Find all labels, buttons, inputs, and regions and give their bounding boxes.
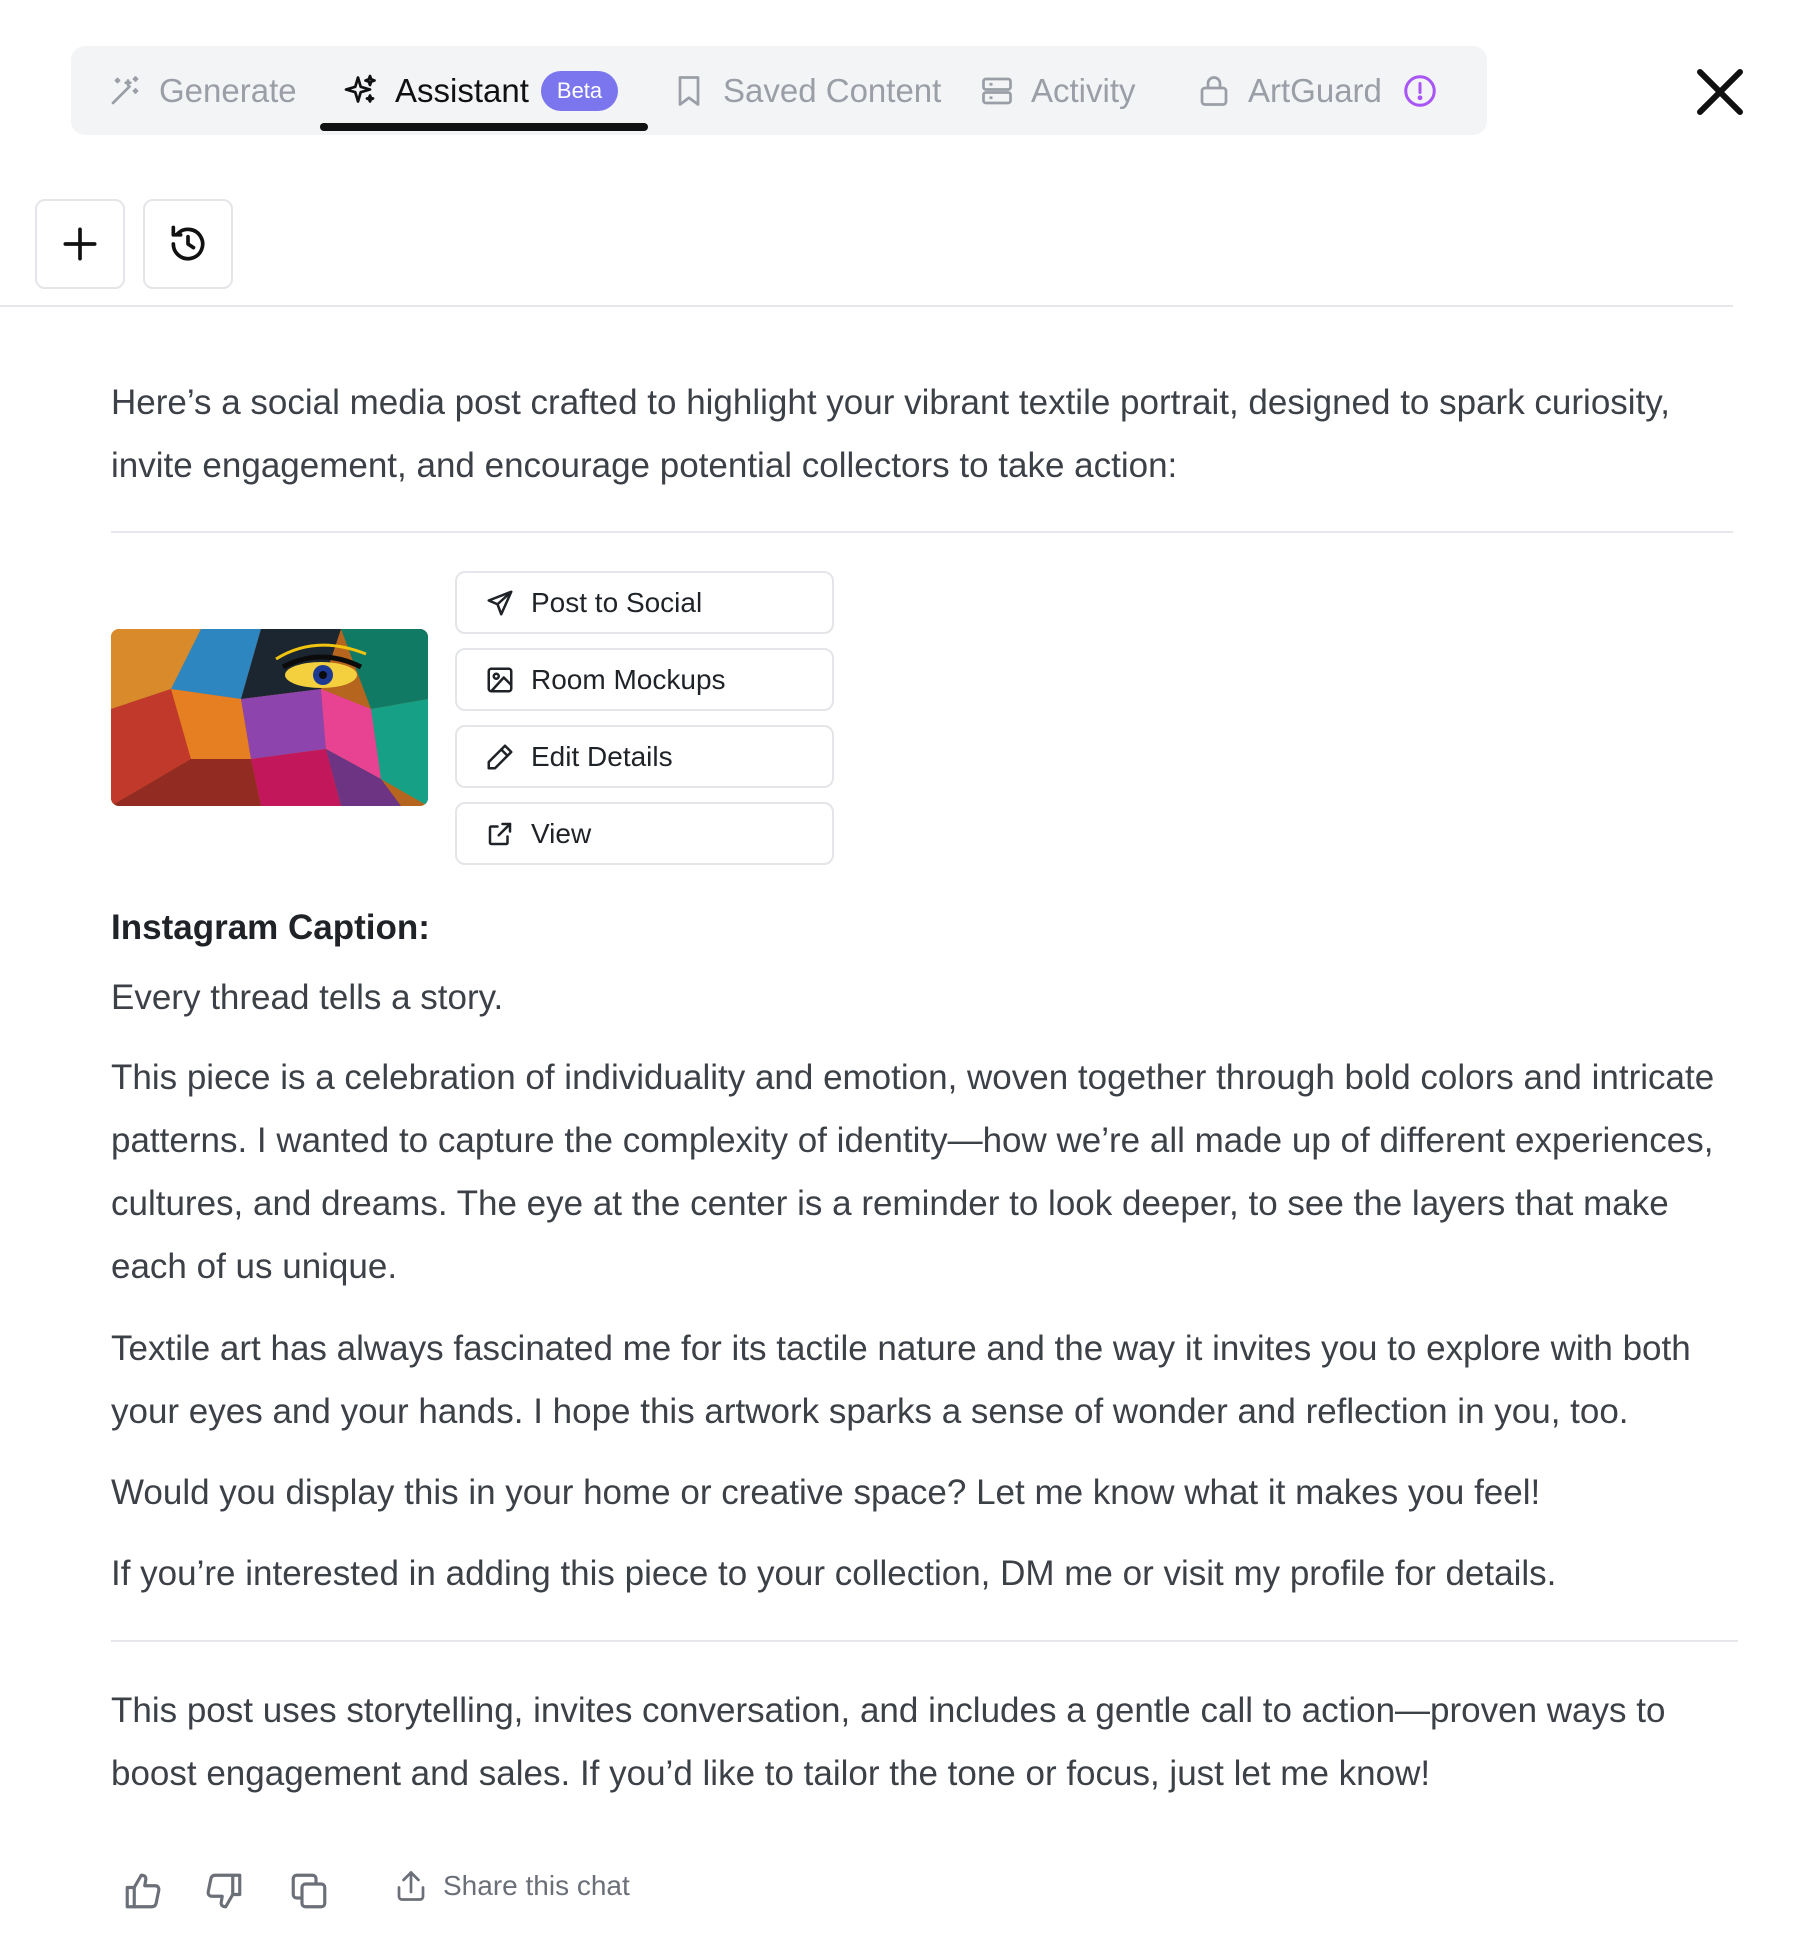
close-icon — [1690, 62, 1750, 122]
copy-button[interactable] — [288, 1870, 330, 1912]
new-chat-button[interactable] — [35, 199, 125, 289]
post-to-social-button[interactable]: Post to Social — [455, 571, 834, 634]
thumbs-up-icon — [122, 1870, 164, 1912]
caption-paragraph: This piece is a celebration of individuality and emotion, woven together through bold colors and intricate patterns. I wanted to capture the complexity of identity—how we’re all made up of different experiences, cultures, and dreams. The eye at the center is a reminder to look deeper, to see the layers that make each of us unique. — [111, 1058, 1715, 1286]
tab-generate[interactable]: Generate — [107, 46, 297, 135]
pencil-icon — [485, 742, 515, 772]
caption-paragraph: Textile art has always fascinated me for its tactile nature and the way it invites you to explore with both your eyes and your hands. I hope this artwork sparks a sense of wonder and reflection in you, too. — [111, 1329, 1691, 1431]
artwork-thumbnail[interactable] — [111, 629, 428, 806]
tab-saved-content[interactable]: Saved Content — [671, 46, 941, 135]
tab-assistant[interactable]: Assistant Beta — [343, 46, 618, 135]
view-button[interactable]: View — [455, 802, 834, 865]
active-tab-indicator — [320, 123, 648, 131]
sparkles-icon — [343, 73, 379, 109]
close-button[interactable] — [1690, 62, 1750, 122]
caption-paragraph: If you’re interested in adding this piece to your collection, DM me or visit my profile for details. — [111, 1554, 1557, 1593]
magic-wand-icon — [107, 73, 143, 109]
tab-activity[interactable]: Activity — [979, 46, 1136, 135]
server-stack-icon — [979, 73, 1015, 109]
chat-history-button[interactable] — [143, 199, 233, 289]
plus-icon — [58, 222, 102, 266]
thumbs-down-button[interactable] — [203, 1870, 245, 1912]
thumbs-up-button[interactable] — [122, 1870, 164, 1912]
alert-circle-icon — [1402, 73, 1438, 109]
outro-text: This post uses storytelling, invites conversation, and includes a gentle call to action—proven ways to boost engagement and sales. If you’d like to tailor the tone or focus, just let me know! — [111, 1691, 1666, 1793]
content-divider-bottom — [111, 1640, 1738, 1642]
edit-details-button[interactable]: Edit Details — [455, 725, 834, 788]
intro-text: Here’s a social media post crafted to highlight your vibrant textile portrait, designed to spark curiosity, invite engagement, and encourage potential collectors to take action: — [111, 383, 1670, 485]
beta-badge: Beta — [541, 71, 618, 111]
tab-artguard[interactable]: ArtGuard — [1196, 46, 1438, 135]
image-icon — [485, 665, 515, 695]
room-mockups-button[interactable]: Room Mockups — [455, 648, 834, 711]
caption-heading: Instagram Caption: — [111, 908, 430, 947]
copy-icon — [288, 1870, 330, 1912]
tab-bar — [71, 46, 1487, 135]
lock-icon — [1196, 73, 1232, 109]
send-icon — [485, 588, 515, 618]
caption-paragraph: Would you display this in your home or creative space? Let me know what it makes you feel! — [111, 1473, 1541, 1512]
toolbar-divider — [0, 305, 1733, 307]
history-icon — [166, 222, 210, 266]
share-icon — [393, 1868, 429, 1904]
external-link-icon — [485, 819, 515, 849]
bookmark-icon — [671, 73, 707, 109]
share-chat-button[interactable]: Share this chat — [393, 1868, 630, 1904]
caption-line: Every thread tells a story. — [111, 978, 504, 1017]
thumbs-down-icon — [203, 1870, 245, 1912]
content-divider-top — [111, 531, 1733, 533]
